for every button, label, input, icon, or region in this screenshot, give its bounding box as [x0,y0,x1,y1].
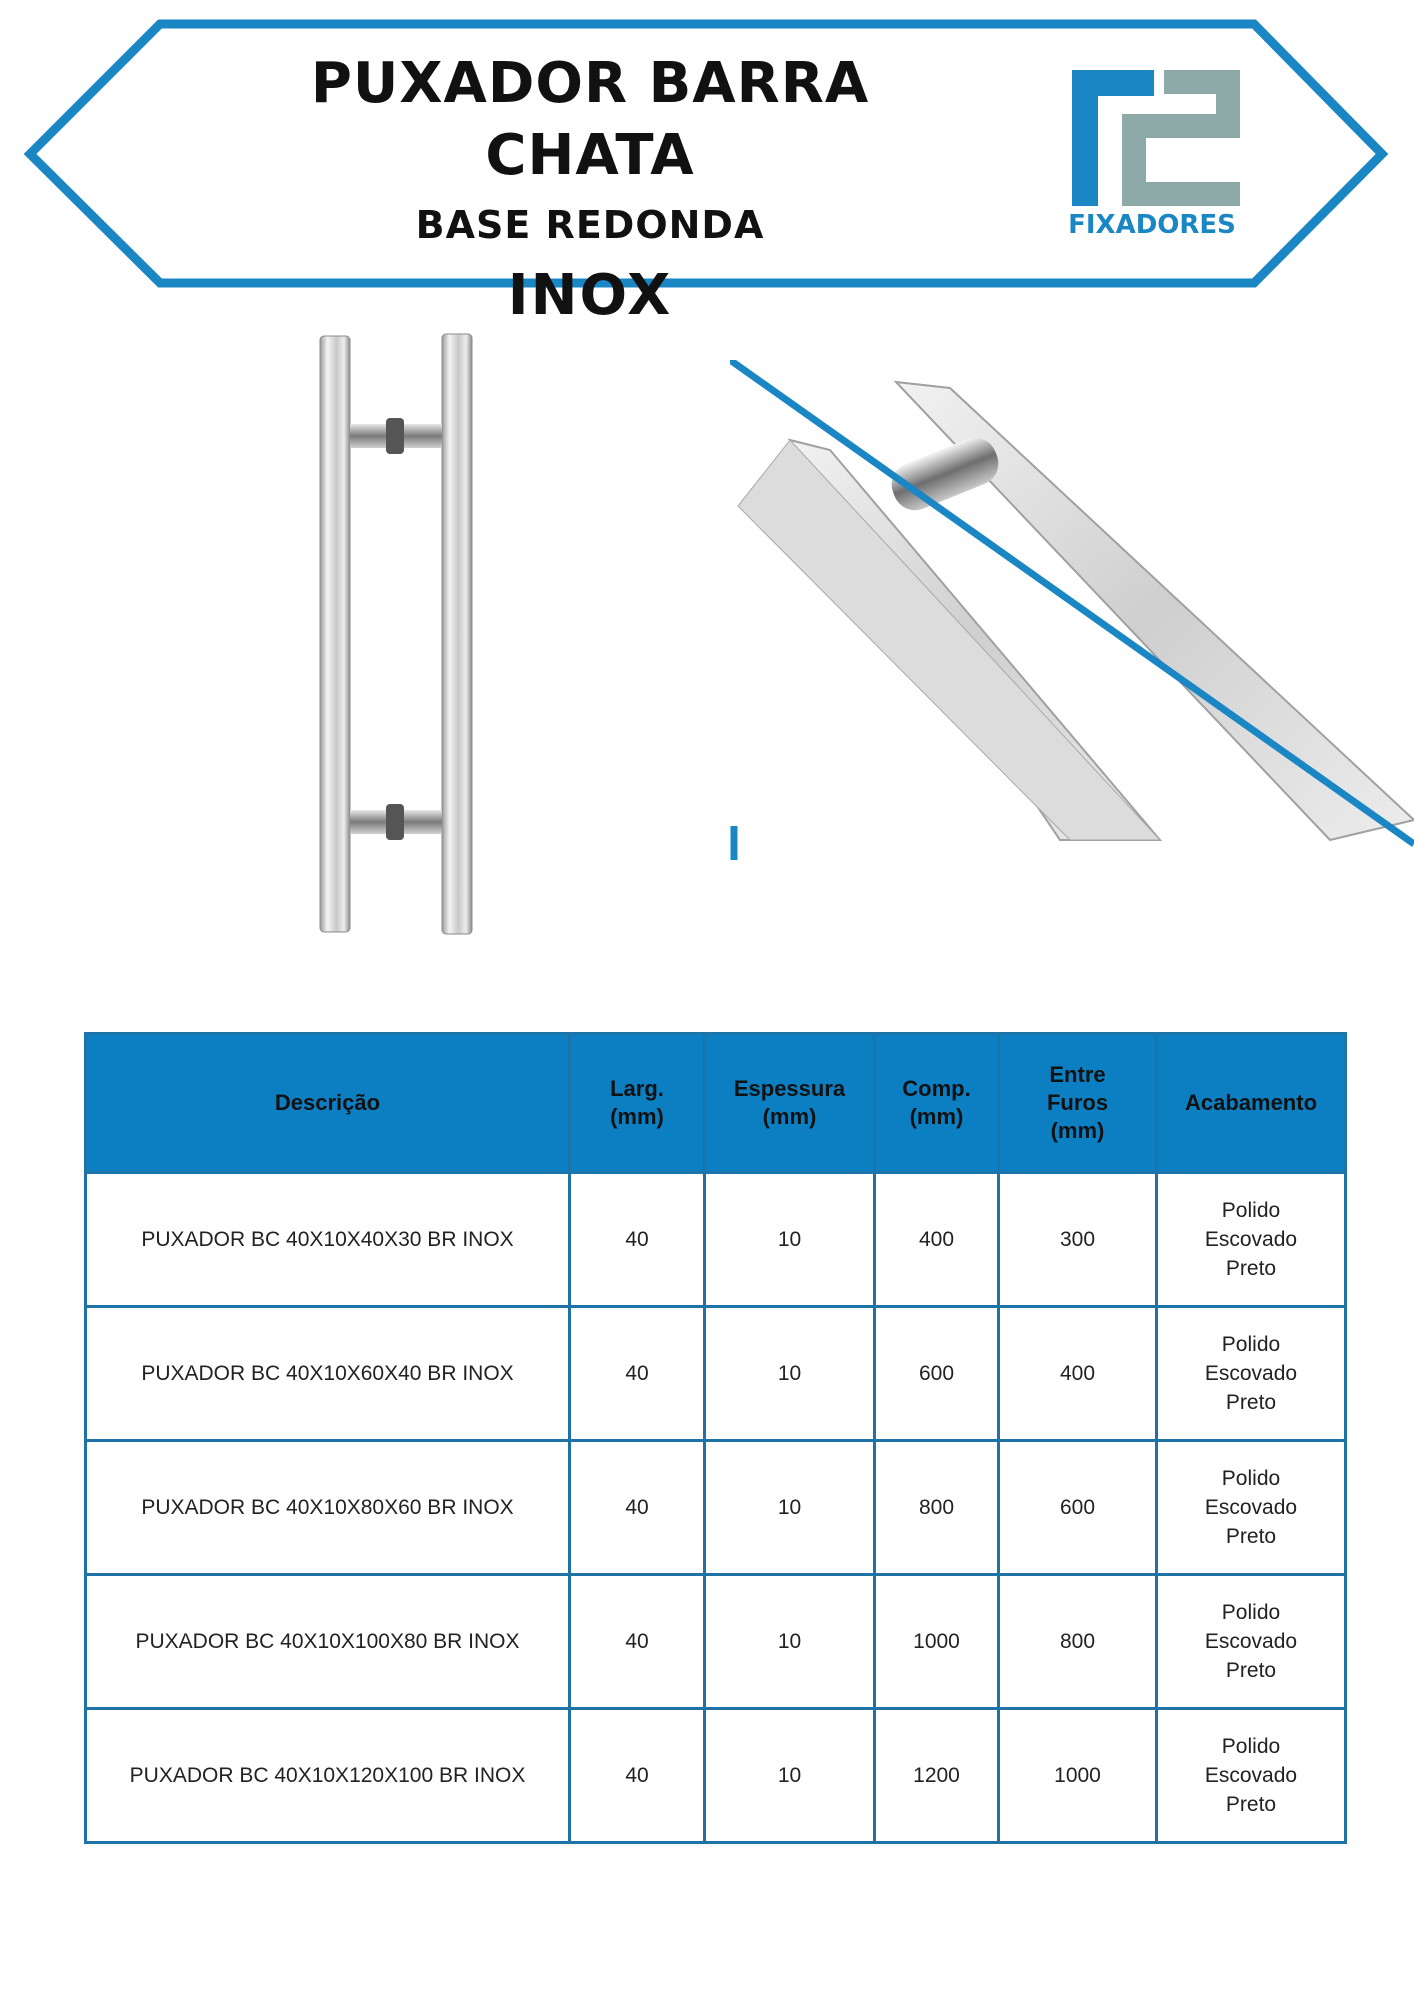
fixadores-logo [1060,62,1260,252]
page-title: PUXADOR BARRA CHATA [310,51,870,188]
cell-largura: 40 [570,1307,705,1441]
cell-acabamento: Polido Escovado Preto [1157,1307,1346,1441]
table-row [86,1709,1346,1843]
cell-acabamento: Polido Escovado Preto [1157,1173,1346,1307]
cell-entre-furos: 300 [999,1173,1157,1307]
cell-descricao: PUXADOR BC 40X10X100X80 BR INOX [86,1575,570,1709]
cell-comprimento: 1000 [875,1575,999,1709]
logo-mark-icon [1060,62,1244,212]
title-block [230,48,950,334]
table-header-row [86,1034,1346,1173]
cell-entre-furos: 400 [999,1307,1157,1441]
table-row [86,1173,1346,1307]
table-row [86,1307,1346,1441]
cell-comprimento: 800 [875,1441,999,1575]
cell-descricao: PUXADOR BC 40X10X120X100 BR INOX [86,1709,570,1843]
cell-espessura: 10 [705,1575,875,1709]
cell-espessura: 10 [705,1441,875,1575]
cell-comprimento: 600 [875,1307,999,1441]
cell-acabamento: Polido Escovado Preto [1157,1709,1346,1843]
col-header-largura: Larg. (mm) [570,1034,705,1173]
col-header-descricao: Descrição [86,1034,570,1173]
col-header-espessura: Espessura (mm) [705,1034,875,1173]
cell-entre-furos: 600 [999,1441,1157,1575]
cell-espessura: 10 [705,1709,875,1843]
table-row [86,1575,1346,1709]
cell-espessura: 10 [705,1173,875,1307]
cell-largura: 40 [570,1173,705,1307]
col-header-comprimento: Comp. (mm) [875,1034,999,1173]
cell-descricao: PUXADOR BC 40X10X80X60 BR INOX [86,1441,570,1575]
page-material: INOX [507,263,673,328]
cell-entre-furos: 1000 [999,1709,1157,1843]
cell-comprimento: 400 [875,1173,999,1307]
cell-largura: 40 [570,1709,705,1843]
table-row [86,1441,1346,1575]
logo-text: FIXADORES [1068,210,1236,240]
cell-largura: 40 [570,1575,705,1709]
col-header-acabamento: Acabamento [1157,1034,1346,1173]
cell-acabamento: Polido Escovado Preto [1157,1575,1346,1709]
cell-descricao: PUXADOR BC 40X10X40X30 BR INOX [86,1173,570,1307]
cell-entre-furos: 800 [999,1575,1157,1709]
product-front-image [300,320,500,940]
cell-comprimento: 1200 [875,1709,999,1843]
col-header-entre-furos: Entre Furos (mm) [999,1034,1157,1173]
cell-acabamento: Polido Escovado Preto [1157,1441,1346,1575]
cell-descricao: PUXADOR BC 40X10X60X40 BR INOX [86,1307,570,1441]
page-subtitle: BASE REDONDA [415,203,765,247]
spec-table [84,1032,1347,1844]
cell-largura: 40 [570,1441,705,1575]
product-detail-image [730,360,1414,860]
cell-espessura: 10 [705,1307,875,1441]
